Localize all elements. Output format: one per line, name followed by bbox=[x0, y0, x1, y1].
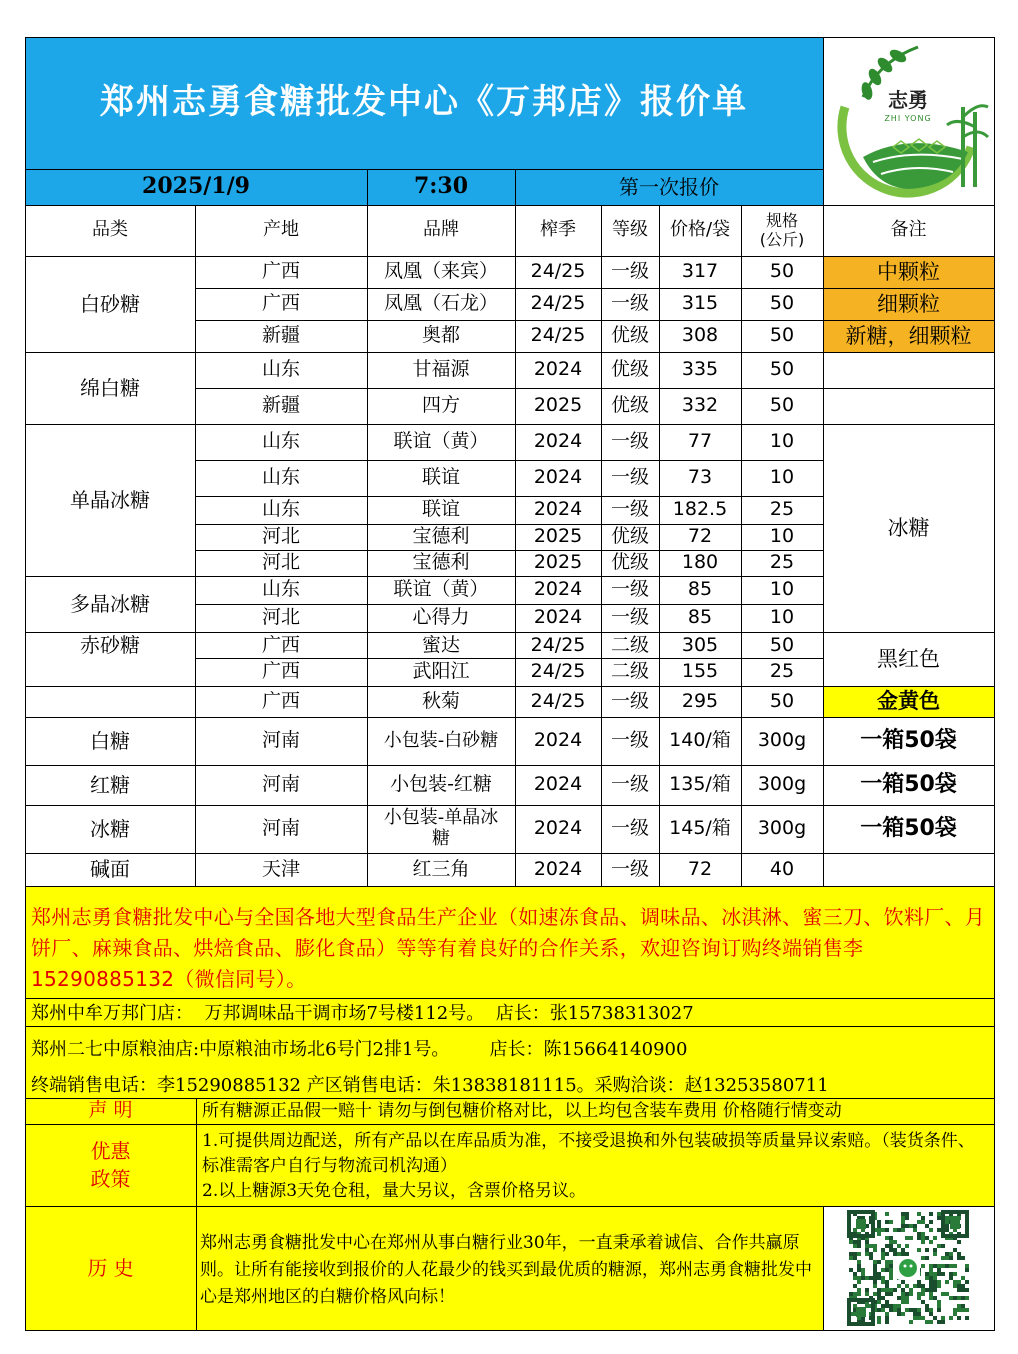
table-cell-spec: 50 bbox=[769, 634, 795, 657]
table-cell-season: 24/25 bbox=[530, 292, 586, 315]
table-cell-origin: 新疆 bbox=[261, 394, 300, 417]
table-cell-origin: 广西 bbox=[261, 634, 300, 657]
col-header-origin: 产地 bbox=[263, 219, 299, 241]
table-cell-season: 2024 bbox=[533, 773, 583, 796]
table-cell-grade: 优级 bbox=[610, 394, 649, 417]
policy-label: 优惠 政策 bbox=[25, 1124, 196, 1206]
category-cell: 绵白糖 bbox=[80, 375, 140, 400]
round-cell bbox=[515, 169, 823, 205]
statement-label: 声 明 bbox=[25, 1098, 196, 1124]
table-cell-grade: 优级 bbox=[610, 551, 649, 574]
col-header-brand: 品牌 bbox=[423, 219, 459, 241]
table-cell-price: 155 bbox=[681, 660, 719, 683]
table-cell-season: 2024 bbox=[533, 498, 583, 521]
table-cell-origin: 河南 bbox=[261, 817, 300, 840]
table-cell-brand: 小包装-白砂糖 bbox=[383, 729, 499, 751]
category-cell: 多晶冰糖 bbox=[70, 591, 150, 616]
table-cell-season: 2024 bbox=[533, 857, 583, 880]
table-cell-price: 135/箱 bbox=[669, 773, 731, 796]
table-cell-season: 2025 bbox=[533, 525, 583, 548]
table-cell-grade: 一级 bbox=[610, 292, 649, 315]
table-cell-origin: 山东 bbox=[261, 466, 300, 489]
table-cell-grade: 一级 bbox=[610, 857, 649, 880]
history-text: 郑州志勇食糖批发中心在郑州从事白糖行业30年，一直秉承着诚信、合作共赢原则。让所有能接收到报价的人花最少的钱买到最优质的糖源，郑州志勇食糖批发中心是郑州地区的白糖价格风向标！ bbox=[200, 1233, 812, 1307]
table-cell-spec: 40 bbox=[769, 857, 795, 880]
table-cell-grade: 一级 bbox=[610, 430, 649, 453]
table-cell-price: 332 bbox=[681, 394, 719, 417]
table-cell-brand: 武阳江 bbox=[412, 660, 470, 683]
table-cell-grade: 二级 bbox=[610, 660, 649, 683]
remark-cell: 黑红色 bbox=[877, 646, 940, 671]
category-cell: 红糖 bbox=[90, 772, 130, 797]
table-cell-brand: 秋菊 bbox=[421, 689, 460, 712]
col-header-category: 品类 bbox=[92, 219, 128, 241]
table-cell-origin: 河北 bbox=[261, 525, 300, 548]
table-cell-spec: 50 bbox=[769, 324, 795, 347]
store-line-2: 郑州二七中原粮油店:中原粮油市场北6号门2排1号。 店长：陈15664140900 bbox=[25, 1026, 994, 1070]
table-cell-brand: 凤凰（来宾） bbox=[383, 260, 498, 283]
table-cell-origin: 广西 bbox=[261, 689, 300, 712]
table-cell-season: 24/25 bbox=[530, 324, 586, 347]
table-cell-season: 24/25 bbox=[530, 634, 586, 657]
table-cell-price: 317 bbox=[681, 260, 719, 283]
table-cell-season: 2024 bbox=[533, 817, 583, 840]
table-cell-price: 85 bbox=[687, 606, 713, 629]
table-cell-origin: 新疆 bbox=[261, 324, 300, 347]
table-cell-price: 295 bbox=[681, 689, 719, 712]
table-cell-spec: 25 bbox=[769, 498, 795, 521]
table-cell-brand: 蜜达 bbox=[421, 634, 460, 657]
quote-date: 2025/1/9 bbox=[142, 173, 250, 200]
policy-text-1: 1.可提供周边配送，所有产品以在库品质为准，不接受退换和外包装破损等质量异议索赔。（装货条件、标准需客户自行与物流司机沟通） bbox=[202, 1131, 975, 1176]
remark-cell: 金黄色 bbox=[823, 686, 994, 717]
store-line-1: 郑州中牟万邦门店： 万邦调味品干调市场7号楼112号。 店长：张15738313027 bbox=[25, 998, 994, 1026]
table-cell-brand: 红三角 bbox=[412, 857, 470, 880]
table-cell-origin: 河南 bbox=[261, 773, 300, 796]
table-cell-price: 335 bbox=[681, 358, 719, 381]
table-cell-origin: 天津 bbox=[261, 857, 300, 880]
table-cell-season: 2024 bbox=[533, 466, 583, 489]
table-cell-season: 2024 bbox=[533, 606, 583, 629]
remark-cell: 一箱50袋 bbox=[860, 816, 957, 842]
table-cell-origin: 山东 bbox=[261, 430, 300, 453]
table-cell-brand: 凤凰（石龙） bbox=[383, 292, 498, 315]
table-cell-spec: 50 bbox=[769, 260, 795, 283]
remark-cell: 中颗粒 bbox=[823, 256, 994, 288]
phone-line: 终端销售电话：李15290885132 产区销售电话：朱13838181115。采购洽谈：赵13253580711 bbox=[25, 1070, 994, 1098]
table-cell-grade: 一级 bbox=[610, 773, 649, 796]
table-cell-price: 182.5 bbox=[672, 498, 728, 521]
remark-cell: 一箱50袋 bbox=[860, 772, 957, 798]
title-banner bbox=[25, 37, 823, 169]
table-cell-grade: 优级 bbox=[610, 525, 649, 548]
remark-cell: 一箱50袋 bbox=[860, 728, 957, 754]
history-block bbox=[196, 1206, 823, 1330]
table-cell-brand: 小包装-红糖 bbox=[390, 773, 492, 796]
category-cell: 白糖 bbox=[90, 728, 130, 753]
table-cell-brand: 宝德利 bbox=[412, 525, 470, 548]
table-cell-grade: 一级 bbox=[610, 606, 649, 629]
table-cell-spec: 10 bbox=[769, 466, 795, 489]
policy-text-2: 2.以上糖源3天免仓租，量大另议，含票价格另议。 bbox=[202, 1181, 587, 1201]
table-cell-origin: 广西 bbox=[261, 260, 300, 283]
table-cell-price: 308 bbox=[681, 324, 719, 347]
table-cell-origin: 广西 bbox=[261, 660, 300, 683]
table-cell-grade: 一级 bbox=[610, 729, 649, 752]
table-cell-grade: 二级 bbox=[610, 634, 649, 657]
table-cell-spec: 300g bbox=[757, 729, 807, 752]
category-cell: 单晶冰糖 bbox=[70, 487, 150, 512]
table-cell-season: 24/25 bbox=[530, 660, 586, 683]
table-cell-grade: 一级 bbox=[610, 260, 649, 283]
table-cell-spec: 25 bbox=[769, 660, 795, 683]
remark-cell: 细颗粒 bbox=[823, 288, 994, 320]
table-cell-price: 145/箱 bbox=[669, 817, 731, 840]
table-cell-spec: 50 bbox=[769, 358, 795, 381]
table-cell-price: 77 bbox=[687, 430, 713, 453]
logo bbox=[823, 37, 994, 205]
table-cell-season: 2024 bbox=[533, 578, 583, 601]
table-cell-spec: 10 bbox=[769, 606, 795, 629]
table-cell-brand: 心得力 bbox=[412, 606, 470, 629]
table-cell-brand: 甘福源 bbox=[412, 358, 470, 381]
table-cell-season: 2025 bbox=[533, 551, 583, 574]
quote-time: 7:30 bbox=[413, 173, 469, 200]
qr-code[interactable] bbox=[823, 1206, 994, 1330]
table-cell-season: 2024 bbox=[533, 729, 583, 752]
table-cell-price: 315 bbox=[681, 292, 719, 315]
table-cell-grade: 一级 bbox=[610, 689, 649, 712]
table-cell-grade: 一级 bbox=[610, 466, 649, 489]
table-cell-grade: 一级 bbox=[610, 817, 649, 840]
table-cell-grade: 优级 bbox=[610, 324, 649, 347]
page-title: 郑州志勇食糖批发中心《万邦店》报价单 bbox=[100, 82, 748, 123]
table-cell-brand: 四方 bbox=[421, 394, 460, 417]
history-label: 历 史 bbox=[25, 1206, 196, 1330]
svg-text:志勇: 志勇 bbox=[888, 88, 928, 112]
table-cell-origin: 山东 bbox=[261, 358, 300, 381]
table-cell-spec: 25 bbox=[769, 551, 795, 574]
statement-text: 所有糖源正品假一赔十 请勿与倒包糖价格对比，以上均包含装车费用 价格随行情变动 bbox=[196, 1098, 994, 1124]
table-cell-price: 72 bbox=[687, 857, 713, 880]
table-cell-brand: 联谊（黄） bbox=[393, 578, 489, 601]
col-header-season: 榨季 bbox=[540, 219, 576, 241]
table-cell-grade: 一级 bbox=[610, 578, 649, 601]
svg-text:ZHI YONG: ZHI YONG bbox=[884, 114, 932, 123]
col-header-price: 价格/袋 bbox=[669, 219, 731, 241]
table-cell-origin: 河南 bbox=[261, 729, 300, 752]
col-header-spec: 规格 (公斤) bbox=[759, 211, 805, 249]
date-cell bbox=[25, 169, 367, 205]
table-cell-grade: 优级 bbox=[610, 358, 649, 381]
table-cell-spec: 10 bbox=[769, 525, 795, 548]
table-cell-season: 24/25 bbox=[530, 689, 586, 712]
table-cell-price: 140/箱 bbox=[669, 729, 731, 752]
table-cell-brand: 宝德利 bbox=[412, 551, 470, 574]
table-cell-origin: 河北 bbox=[261, 551, 300, 574]
table-cell-price: 85 bbox=[687, 578, 713, 601]
table-cell-origin: 广西 bbox=[261, 292, 300, 315]
time-cell bbox=[367, 169, 515, 205]
remark-cell: 冰糖 bbox=[887, 515, 930, 540]
table-cell-spec: 50 bbox=[769, 292, 795, 315]
table-cell-origin: 山东 bbox=[261, 578, 300, 601]
table-cell-price: 73 bbox=[687, 466, 713, 489]
table-cell-spec: 10 bbox=[769, 578, 795, 601]
table-cell-spec: 50 bbox=[769, 689, 795, 712]
table-cell-season: 2024 bbox=[533, 430, 583, 453]
policy-block bbox=[196, 1124, 994, 1206]
table-cell-brand: 联谊 bbox=[421, 466, 460, 489]
table-cell-brand: 联谊 bbox=[421, 498, 460, 521]
col-header-grade: 等级 bbox=[612, 219, 648, 241]
intro-block bbox=[25, 886, 994, 998]
table-cell-season: 2024 bbox=[533, 358, 583, 381]
table-cell-brand: 小包装-单晶冰糖 bbox=[383, 807, 499, 849]
table-cell-origin: 河北 bbox=[261, 606, 300, 629]
remark-cell: 新糖，细颗粒 bbox=[823, 320, 994, 352]
table-cell-spec: 10 bbox=[769, 430, 795, 453]
col-header-remark: 备注 bbox=[890, 219, 927, 241]
table-cell-origin: 山东 bbox=[261, 498, 300, 521]
table-cell-brand: 奥都 bbox=[421, 324, 460, 347]
quote-round: 第一次报价 bbox=[619, 174, 719, 199]
table-cell-season: 24/25 bbox=[530, 260, 586, 283]
table-cell-spec: 50 bbox=[769, 394, 795, 417]
table-cell-spec: 300g bbox=[757, 817, 807, 840]
table-cell-grade: 一级 bbox=[610, 498, 649, 521]
category-cell: 碱面 bbox=[90, 857, 130, 881]
category-cell: 赤砂糖 bbox=[80, 632, 140, 657]
table-cell-price: 305 bbox=[681, 634, 719, 657]
intro-text: 郑州志勇食糖批发中心与全国各地大型食品生产企业（如速冻食品、调味品、冰淇淋、蜜三刀、饮料厂、月饼厂、麻辣食品、烘焙食品、膨化食品）等等有着良好的合作关系，欢迎咨询订购终端销售李 15290885132（微信同号）。 bbox=[31, 905, 986, 991]
table-cell-spec: 300g bbox=[757, 773, 807, 796]
category-cell: 白砂糖 bbox=[80, 291, 140, 316]
category-cell: 冰糖 bbox=[90, 816, 130, 841]
table-cell-brand: 联谊（黄） bbox=[393, 430, 489, 453]
table-cell-season: 2025 bbox=[533, 394, 583, 417]
table-cell-price: 180 bbox=[681, 551, 719, 574]
table-cell-price: 72 bbox=[687, 525, 713, 548]
